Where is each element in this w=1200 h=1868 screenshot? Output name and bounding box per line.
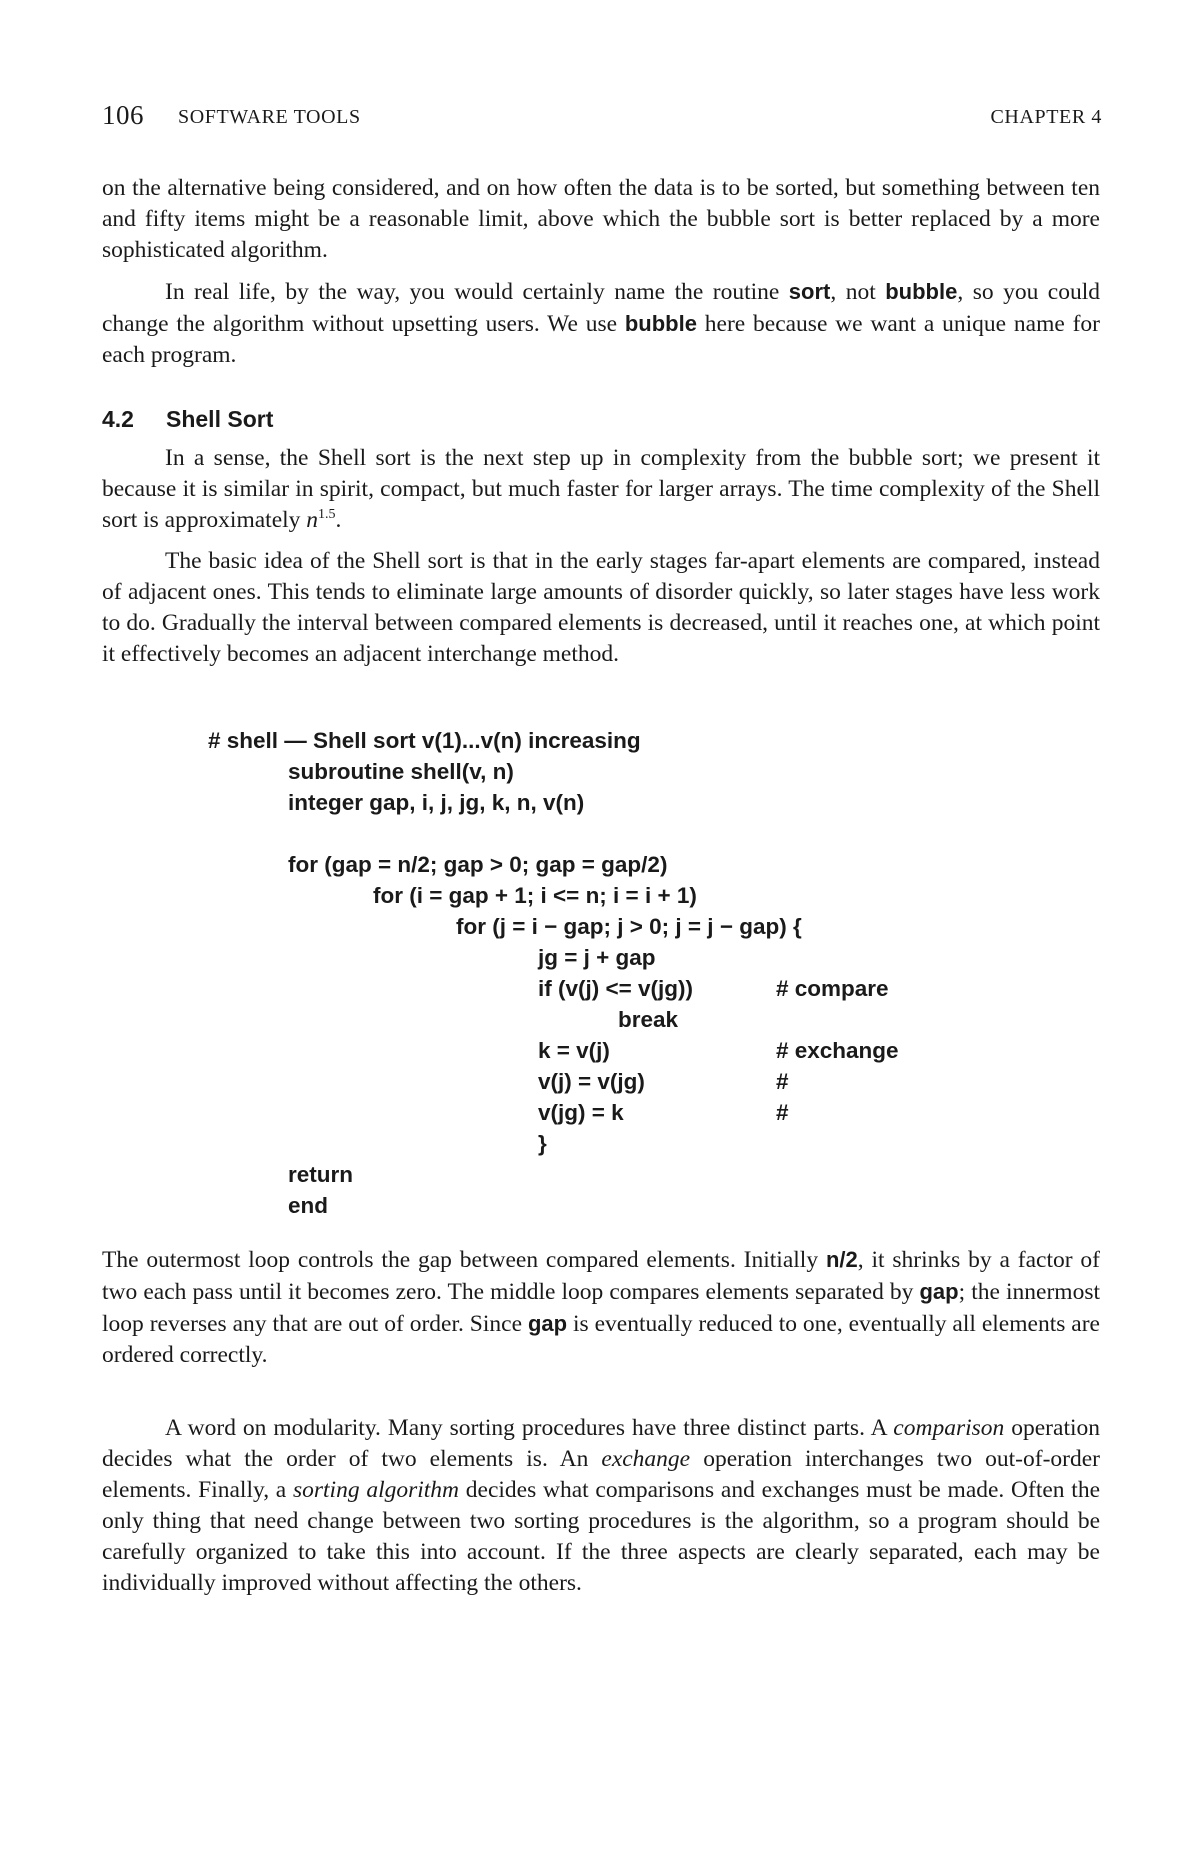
code-listing [208, 725, 1008, 1221]
chapter-label: CHAPTER 4 [990, 106, 1102, 128]
code-line [208, 1035, 1008, 1066]
code-line [208, 756, 1008, 787]
code-text: integer gap, i, j, jg, k, n, v(n) [288, 790, 585, 815]
section-number: 4.2 [102, 406, 134, 432]
text-run: A word on modularity. Many sorting procedures have three distinct parts. A [165, 1415, 894, 1441]
code-text: for (j = i − gap; j > 0; j = j − gap) { [456, 914, 802, 939]
code-name-gap: gap [919, 1279, 959, 1304]
code-blank-line [208, 818, 1008, 849]
code-text: for (i = gap + 1; i <= n; i = i + 1) [373, 883, 697, 908]
code-text: k = v(j) [538, 1038, 610, 1063]
code-text: } [538, 1131, 547, 1156]
text-run: decides what comparisons and exchanges must be made. Often the only thing that need change between two sorting procedures is the algorithm, so a program should be carefully organized to take this into account. If the three aspects are clearly separated, each may be individually improved without affecting the others. [102, 1477, 1101, 1596]
code-comment: # exchange [776, 1038, 899, 1063]
page-header [102, 100, 1102, 140]
code-line [208, 1159, 1008, 1190]
code-text: for (gap = n/2; gap > 0; gap = gap/2) [288, 852, 668, 877]
paragraph-shell-intro [102, 443, 1100, 536]
code-line [208, 911, 1008, 942]
code-line [208, 1190, 1008, 1221]
running-title: SOFTWARE TOOLS [178, 106, 361, 128]
math-exponent: 1.5 [318, 507, 336, 523]
code-text: v(jg) = k [538, 1100, 624, 1125]
paragraph-naming [102, 276, 1100, 371]
paragraph-loop-explanation [102, 1244, 1100, 1371]
page-number: 106 [102, 100, 144, 130]
code-text: subroutine shell(v, n) [288, 759, 514, 784]
code-text: return [288, 1162, 354, 1187]
code-name-gap: gap [527, 1311, 568, 1336]
text-run: . [335, 507, 342, 533]
code-name-n2: n/2 [825, 1247, 858, 1272]
code-text: if (v(j) <= v(jg)) [538, 976, 694, 1001]
code-text: v(j) = v(jg) [538, 1069, 645, 1094]
code-comment: # [776, 1069, 789, 1094]
paragraph-modularity [102, 1413, 1100, 1599]
text-run: , so you could change the algorithm without upsetting users. We use [102, 279, 1101, 337]
code-line [208, 1128, 1008, 1159]
text-run: The outermost loop controls the gap between compared elements. Initially [102, 1247, 826, 1273]
code-line [208, 880, 1008, 911]
code-text: break [618, 1007, 679, 1032]
code-line [208, 787, 1008, 818]
text-run: ; the innermost loop reverses any that are out of order. Since [102, 1279, 1100, 1337]
code-text: jg = j + gap [538, 945, 656, 970]
text-run: In a sense, the Shell sort is the next step up in complexity from the bubble sort; we present it because it is similar in spirit, compact, but much faster for larger arrays. The time complexity of the Shell sort is approximately [102, 445, 1100, 533]
section-title: Shell Sort [166, 406, 274, 432]
code-name-sort: sort [788, 279, 831, 304]
code-line [208, 1097, 1008, 1128]
text-run: is eventually reduced to one, eventually all elements are ordered correctly. [102, 1311, 1100, 1368]
term-comparison: comparison [893, 1415, 1005, 1441]
paragraph-basic-idea: The basic idea of the Shell sort is that in the early stages far-apart elements are compared, instead of adjacent ones. This tends to eliminate large amounts of disorder quickly, so later stages have less work to do. Gradually the interval between compared elements is decreased, until it reaches one, at which point it effectively becomes an adjacent interchange method. [102, 548, 1100, 667]
text-run: operation decides what the order of two elements is. An [102, 1415, 1101, 1472]
paragraph-bubble-limit: on the alternative being considered, and on how often the data is to be sorted, but something between ten and fifty items might be a reasonable limit, above which the bubble sort is better replaced by a more sophisticated algorithm. [102, 175, 1100, 263]
code-comment: # compare [776, 976, 889, 1001]
code-line [208, 1066, 1008, 1097]
term-exchange: exchange [601, 1446, 691, 1472]
code-name-bubble: bubble [624, 311, 697, 336]
math-n: n [306, 507, 319, 533]
code-line [208, 942, 1008, 973]
code-name-bubble: bubble [885, 279, 958, 304]
code-line [208, 973, 1008, 1004]
text-run: In real life, by the way, you would certainly name the routine [165, 279, 789, 305]
code-line [208, 1004, 1008, 1035]
code-text: end [288, 1193, 329, 1218]
text-run: here because we want a unique name for each program. [102, 311, 1100, 368]
section-heading [102, 406, 273, 433]
text-run: , not [830, 279, 886, 305]
text-run: , it shrinks by a factor of two each pass until it becomes zero. The middle loop compares elements separated by [102, 1247, 1100, 1305]
text-run: operation interchanges two out-of-order elements. Finally, a [102, 1446, 1100, 1503]
code-comment: # [776, 1100, 789, 1125]
code-line [208, 849, 1008, 880]
term-sorting-algorithm: sorting algorithm [292, 1477, 460, 1503]
code-text: # shell — Shell sort v(1)...v(n) increasing [208, 728, 641, 753]
code-line [208, 725, 1008, 756]
